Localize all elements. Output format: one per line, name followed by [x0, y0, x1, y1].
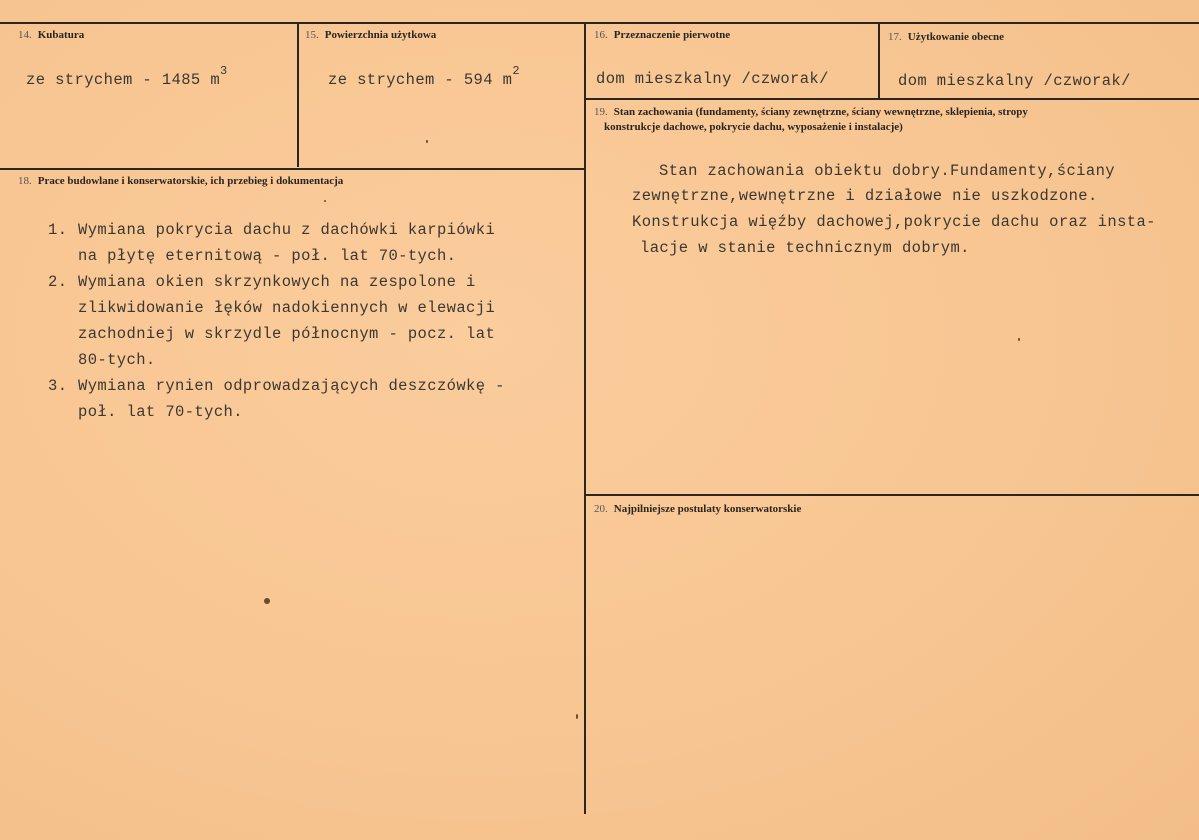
list-item	[48, 217, 495, 269]
list-item-line: Wymiana rynien odprowadzających deszczówkę -	[78, 377, 505, 395]
paper-speck	[576, 714, 578, 719]
paper-speck	[264, 598, 270, 604]
field-19-label	[594, 105, 1194, 135]
divider	[584, 22, 586, 814]
paper-speck	[1018, 338, 1020, 341]
list-item-line: na płytę eternitową - poł. lat 70-tych.	[78, 247, 457, 265]
field-15-number: 15.	[305, 29, 319, 41]
field-16-title: Przeznaczenie pierwotne	[613, 29, 731, 41]
list-item-line: zachodniej w skrzydle północnym - pocz. lat	[78, 325, 496, 343]
field-19-line: Stan zachowania obiektu dobry.Fundamenty,ściany	[659, 162, 1115, 180]
list-item	[48, 269, 495, 373]
field-15-label	[305, 28, 436, 43]
kubatura-unit-exponent: 3	[220, 64, 228, 78]
divider	[0, 22, 1199, 24]
field-18-label	[18, 174, 343, 189]
field-19-line: zewnętrzne,wewnętrzne i działowe nie uszkodzone.	[632, 187, 1098, 205]
list-item-number: 3.	[48, 377, 68, 395]
field-16-value: dom mieszkalny /czworak/	[596, 70, 829, 88]
field-19-line: lacje w stanie technicznym dobrym.	[640, 239, 970, 257]
field-19-number: 19.	[594, 106, 608, 118]
field-14-value	[26, 64, 228, 90]
list-item-line: poł. lat 70-tych.	[78, 403, 243, 421]
list-item	[48, 373, 505, 425]
field-15-value	[328, 64, 520, 90]
field-14-title: Kubatura	[37, 29, 85, 41]
field-18-title: Prace budowlane i konserwatorskie, ich przebieg i dokumentacja	[37, 175, 344, 187]
divider	[584, 98, 1199, 100]
field-20-label	[594, 502, 801, 517]
field-15-title: Powierzchnia użytkowa	[324, 29, 437, 41]
field-20-title: Najpilniejsze postulaty konserwatorskie	[613, 503, 802, 515]
field-17-number: 17.	[888, 31, 902, 43]
divider	[584, 494, 1199, 496]
divider	[297, 22, 299, 167]
field-16-number: 16.	[594, 29, 608, 41]
list-item-line: Wymiana pokrycia dachu z dachówki karpiówki	[78, 221, 496, 239]
list-item-line: Wymiana okien skrzynkowych na zespolone i	[78, 273, 476, 291]
divider	[878, 22, 880, 98]
list-item-line: 80-tych.	[78, 351, 156, 369]
field-17-label	[888, 30, 1004, 45]
field-14-number: 14.	[18, 29, 32, 41]
field-19-title-line1: Stan zachowania (fundamenty, ściany zewnętrzne, ściany wewnętrzne, sklepienia, stropy	[613, 106, 1028, 118]
list-item-line: zlikwidowanie łęków nadokiennych w elewacji	[78, 299, 496, 317]
field-20-number: 20.	[594, 503, 608, 515]
kubatura-value: ze strychem - 1485 m	[26, 71, 221, 90]
powierzchnia-value: ze strychem - 594 m	[328, 71, 513, 90]
list-item-number: 1.	[48, 221, 68, 239]
field-18-number: 18.	[18, 175, 32, 187]
list-item-number: 2.	[48, 273, 68, 291]
field-17-value: dom mieszkalny /czworak/	[898, 72, 1131, 90]
paper-speck	[324, 200, 326, 202]
field-17-title: Użytkowanie obecne	[907, 31, 1004, 43]
paper-speck	[426, 140, 428, 143]
field-16-label	[594, 28, 730, 43]
field-19-line: Konstrukcja więźby dachowej,pokrycie dachu oraz insta-	[632, 213, 1156, 231]
field-14-label	[18, 28, 84, 43]
powierzchnia-unit-exponent: 2	[512, 64, 520, 78]
field-19-title-line2: konstrukcje dachowe, pokrycie dachu, wyposażenie i instalacje)	[604, 121, 903, 133]
divider	[0, 168, 584, 170]
